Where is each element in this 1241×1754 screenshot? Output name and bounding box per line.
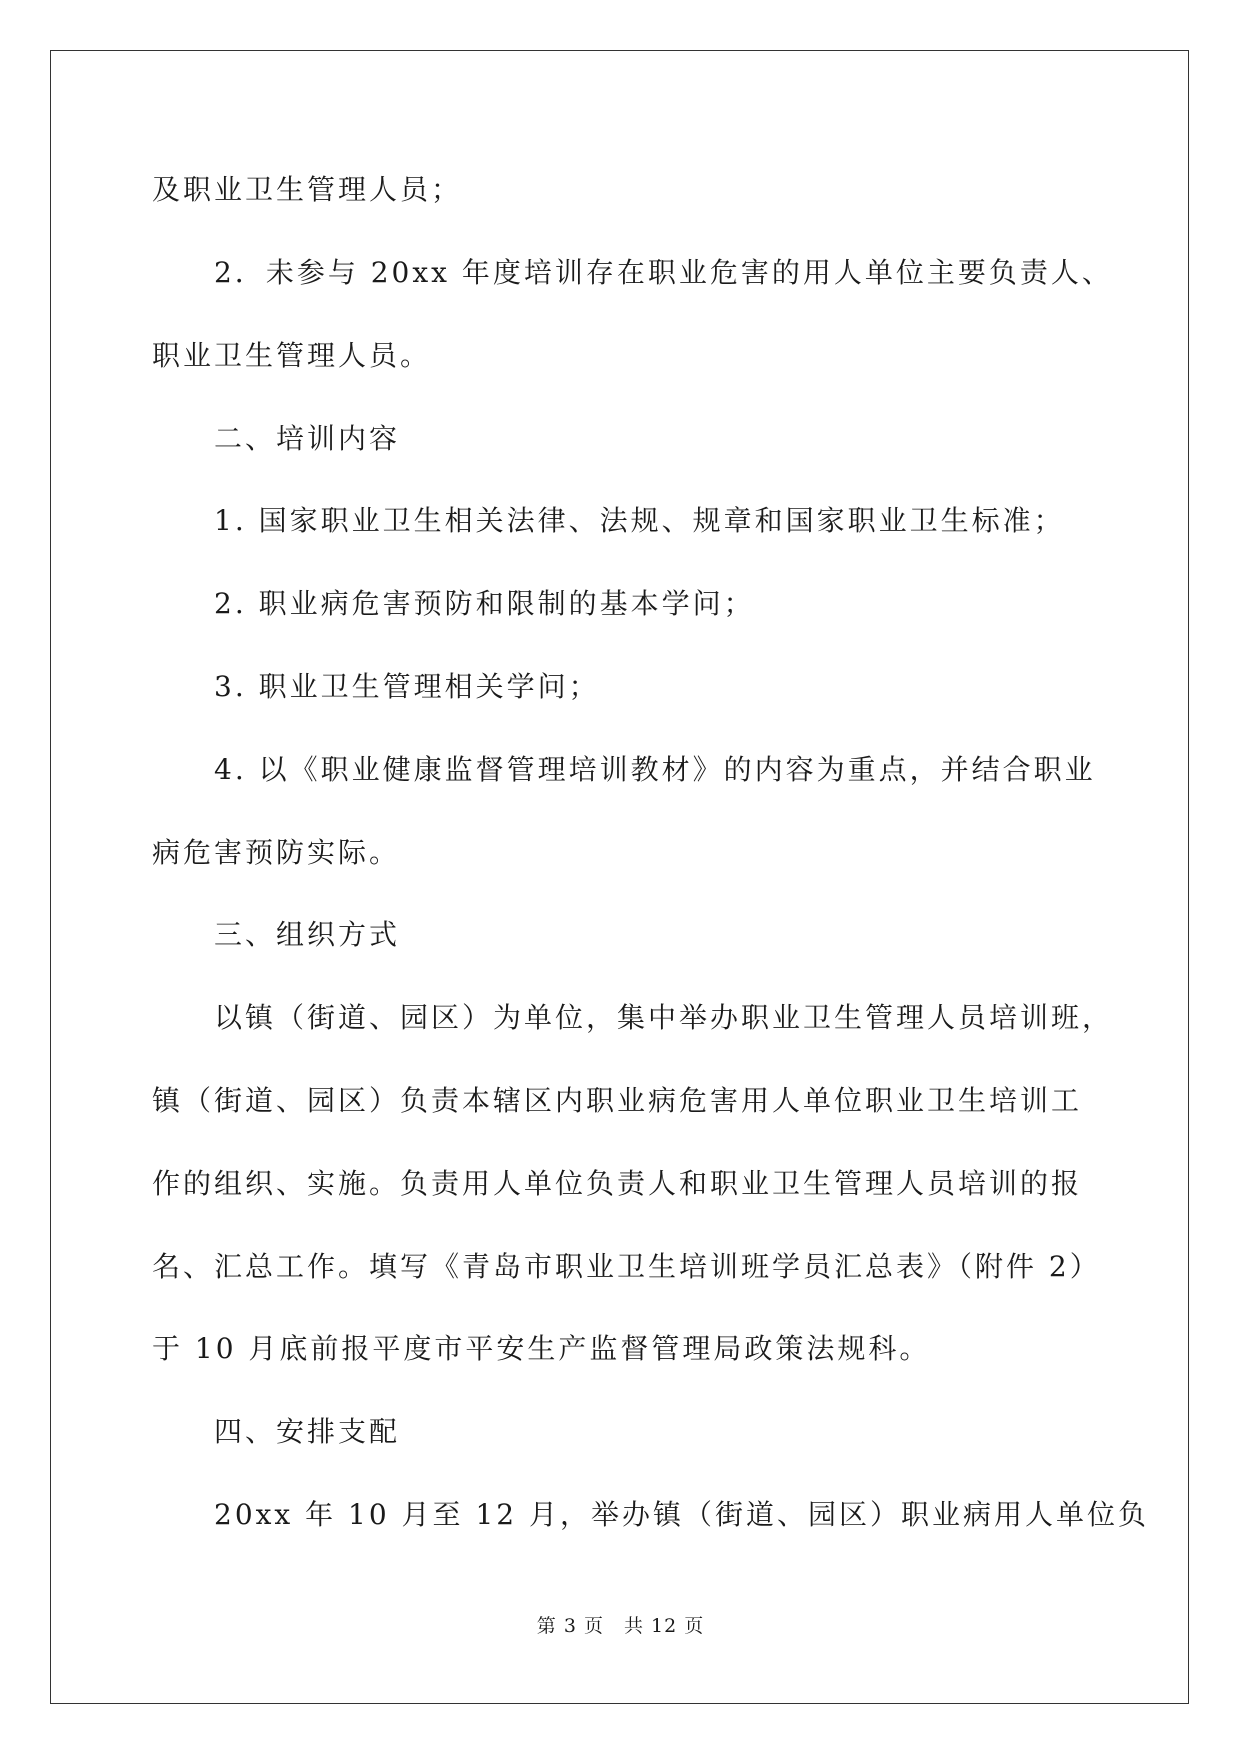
text-line: 作的组织、实施。负责用人单位负责人和职业卫生管理人员培训的报 (152, 1167, 1083, 1200)
text-line: 20xx 年 10 月至 12 月，举办镇（街道、园区）职业病用人单位负 (214, 1498, 1149, 1531)
text-line: 及职业卫生管理人员； (152, 173, 463, 206)
section-heading: 四、安排支配 (214, 1415, 401, 1448)
page-frame (50, 50, 1189, 1704)
text-line: 名、汇总工作。填写《青岛市职业卫生培训班学员汇总表》（附件 2） (152, 1250, 1101, 1283)
text-line: 镇（街道、园区）负责本辖区内职业病危害用人单位职业卫生培训工 (152, 1084, 1083, 1117)
text-line: 2．未参与 20xx 年度培训存在职业危害的用人单位主要负责人、 (214, 256, 1113, 289)
text-line: 于 10 月底前报平度市平安生产监督管理局政策法规科。 (152, 1332, 931, 1365)
text-line: 以镇（街道、园区）为单位，集中举办职业卫生管理人员培训班， (214, 1001, 1114, 1034)
text-line: 职业卫生管理人员。 (152, 339, 432, 372)
page-number-footer: 第 3 页 共 12 页 (536, 1615, 705, 1637)
text-line: 病危害预防实际。 (152, 836, 401, 869)
text-line: 4. 以《职业健康监督管理培训教材》的内容为重点，并结合职业 (214, 753, 1096, 786)
section-heading: 三、组织方式 (214, 918, 401, 951)
text-line: 3. 职业卫生管理相关学问； (214, 670, 600, 703)
text-line: 1. 国家职业卫生相关法律、法规、规章和国家职业卫生标准； (214, 504, 1065, 537)
section-heading: 二、培训内容 (214, 422, 401, 455)
text-line: 2. 职业病危害预防和限制的基本学问； (214, 587, 755, 620)
